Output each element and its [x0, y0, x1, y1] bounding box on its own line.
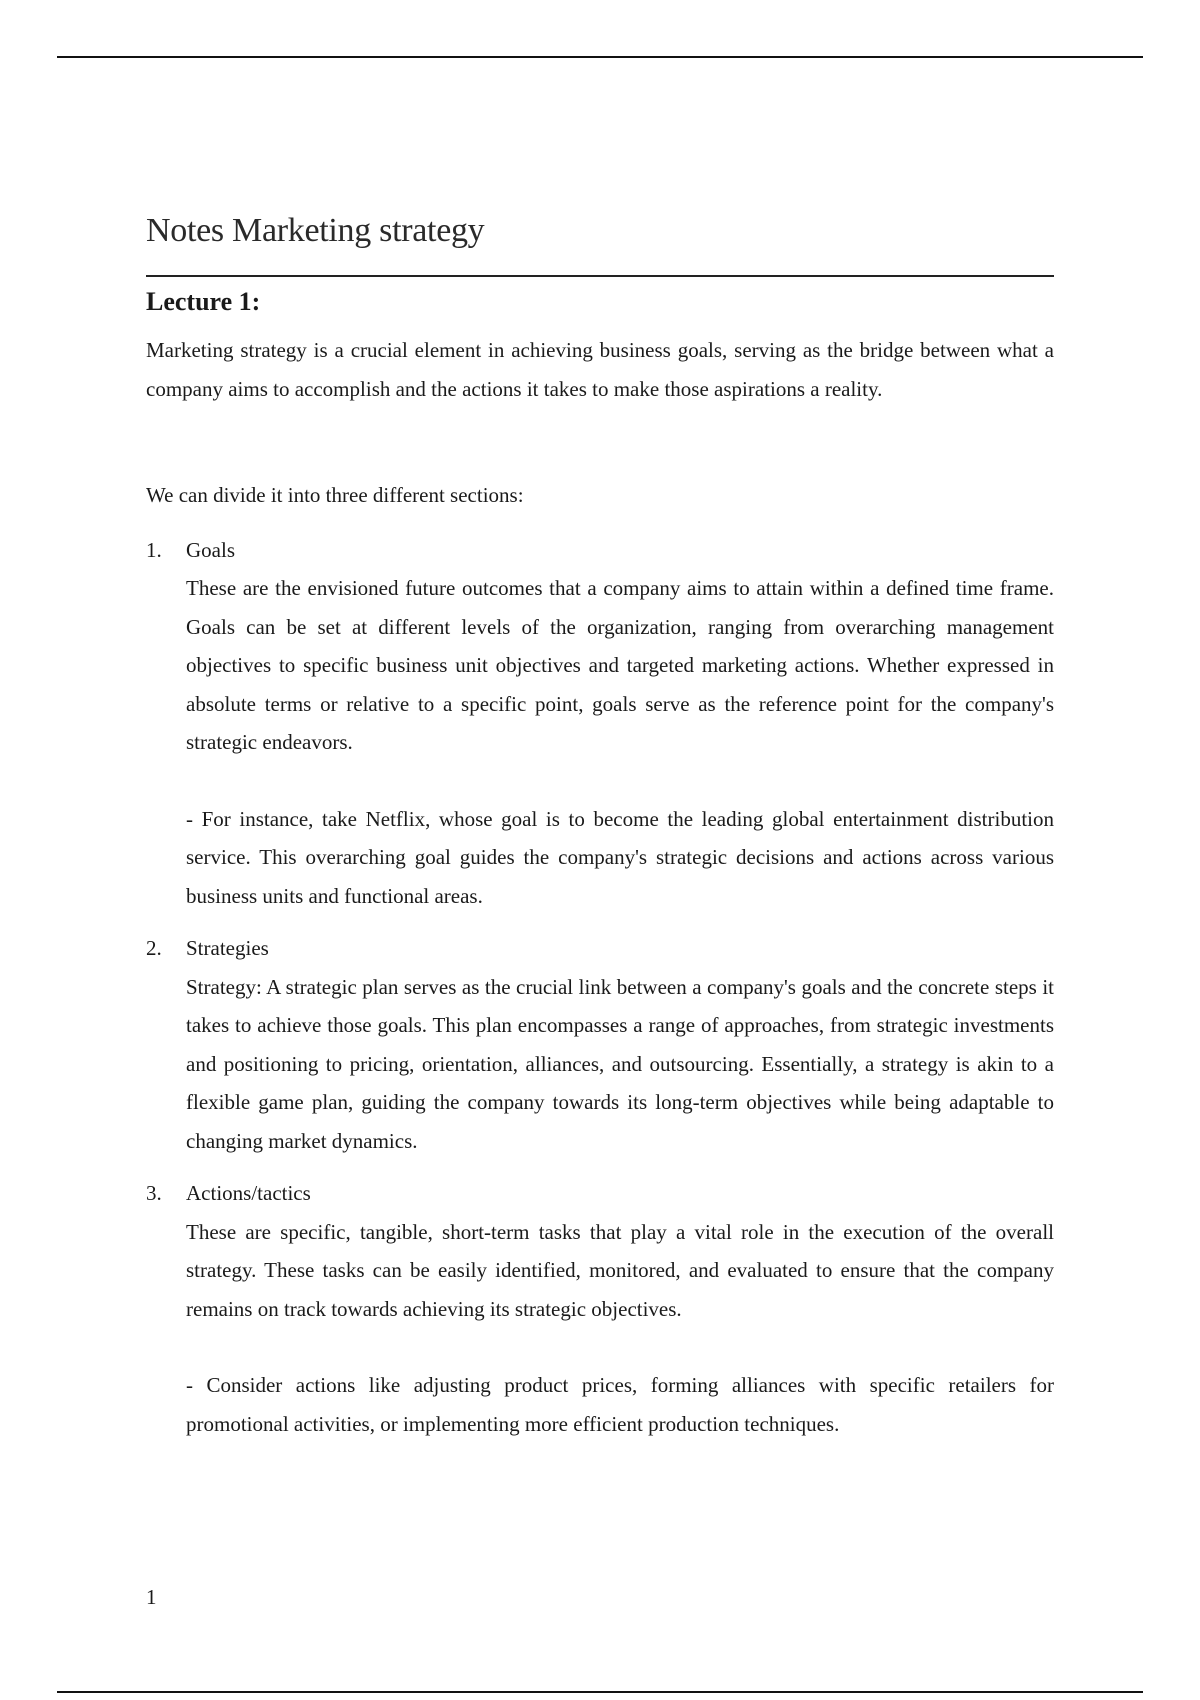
list-item-heading: Strategies [186, 936, 269, 960]
document-title: Notes Marketing strategy [146, 212, 485, 249]
document-body [146, 205, 1054, 1457]
list-item-example: - For instance, take Netflix, whose goal is to become the leading global entertainment distribution service. This overarching goal guides the company's strategic decisions and actions across various business units and functional areas. [186, 806, 1054, 908]
bottom-rule [57, 1691, 1143, 1693]
top-rule [57, 56, 1143, 58]
list-item-body: These are specific, tangible, short-term tasks that play a vital role in the execution of the overall strategy. These tasks can be easily identified, monitored, and evaluated to ensure that the company remains on track towards achieving its strategic objectives. [186, 1219, 1054, 1321]
intro-paragraph: Marketing strategy is a crucial element in achieving business goals, serving as the bridge between what a company aims to accomplish and the actions it takes to make those aspirations a reality. [146, 338, 1054, 401]
list-item-strategies [146, 929, 1054, 1160]
list-item-example: - Consider actions like adjusting product prices, forming alliances with specific retailers for promotional activities, or implementing more efficient production techniques. [186, 1373, 1054, 1436]
list-item-body: These are the envisioned future outcomes that a company aims to attain within a defined time frame. Goals can be set at different levels of the organization, ranging from overarching management objectives to specific business unit objectives and targeted marketing actions. Whether expressed in absolute terms or relative to a specific point, goals serve as the reference point for the company's strategic endeavors. [186, 576, 1054, 754]
lead-sentence: We can divide it into three different sections: [146, 483, 524, 507]
list-item-goals [146, 531, 1054, 916]
title-divider [146, 275, 1054, 277]
sections-list [146, 531, 1054, 1444]
list-item-number: 2. [146, 936, 162, 960]
list-item-number: 3. [146, 1181, 162, 1205]
list-item-body: Strategy: A strategic plan serves as the crucial link between a company's goals and the concrete steps it takes to achieve those goals. This plan encompasses a range of approaches, from strategic investments and positioning to pricing, orientation, alliances, and outsourcing. Essentially, a strategy is akin to a flexible game plan, guiding the company towards its long-term objectives while being adaptable to changing market dynamics. [186, 974, 1054, 1153]
list-item-heading: Actions/tactics [186, 1181, 311, 1205]
list-item-heading: Goals [186, 537, 235, 562]
page-number: 1 [146, 1585, 157, 1609]
lecture-heading: Lecture 1: [146, 287, 261, 316]
list-item-number: 1. [146, 537, 162, 562]
list-item-actions [146, 1174, 1054, 1443]
